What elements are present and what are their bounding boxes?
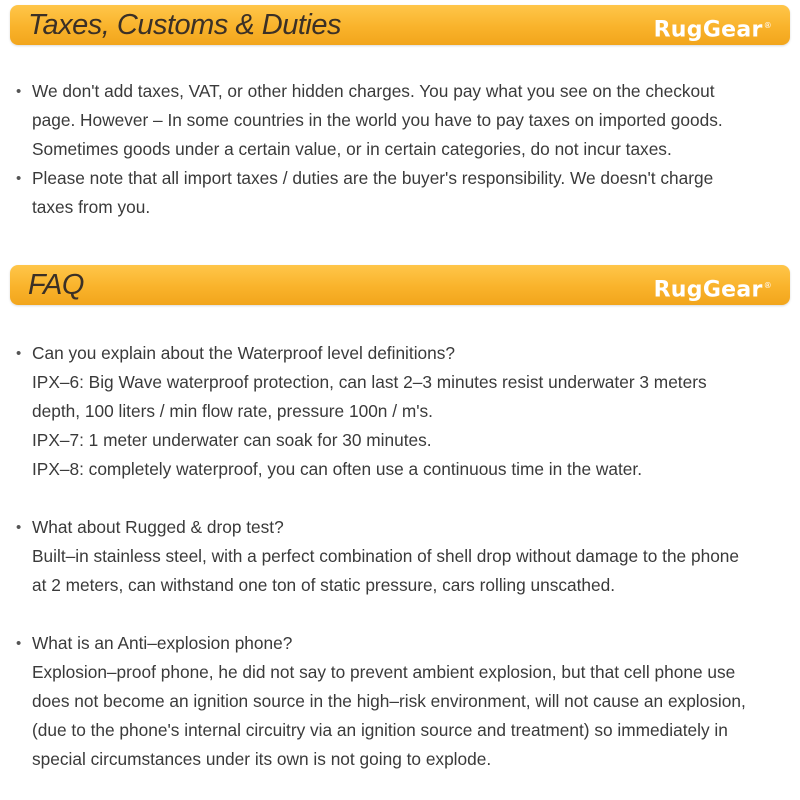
section-title: FAQ	[28, 269, 84, 301]
registered-mark: ®	[763, 21, 772, 30]
faq-answer-line: Built–in stainless steel, with a perfect combination of shell drop without damage to the phone	[32, 546, 740, 566]
faq-answer-line: does not become an ignition source in the high–risk environment, will not cause an explosion,	[32, 691, 746, 711]
faq-answer-line: special circumstances under its own is not going to explode.	[32, 749, 492, 769]
faq-item-anti-explosion	[16, 629, 786, 774]
faq-answer-line: depth, 100 liters / min flow rate, pressure 100n / m's.	[32, 401, 433, 421]
faq-answer-line: IPX–6: Big Wave waterproof protection, can last 2–3 minutes resist underwater 3 meters	[32, 372, 707, 392]
faq-answer-line: IPX–8: completely waterproof, you can often use a continuous time in the water.	[32, 459, 642, 479]
faq-question: What is an Anti–explosion phone?	[32, 633, 293, 653]
registered-mark: ®	[763, 281, 772, 290]
faq-question: What about Rugged & drop test?	[32, 517, 284, 537]
faq-answer-line: Explosion–proof phone, he did not say to prevent ambient explosion, but that cell phone use	[32, 662, 736, 682]
list-item	[16, 164, 786, 222]
bullet-icon: •	[16, 519, 22, 536]
faq-answer-line: IPX–7: 1 meter underwater can soak for 30 minutes.	[32, 430, 432, 450]
bullet-icon: •	[16, 635, 22, 652]
ruggear-logo	[654, 14, 772, 42]
bullet-icon: •	[16, 170, 22, 187]
faq-answer-line: at 2 meters, can withstand one ton of static pressure, cars rolling unscathed.	[32, 575, 616, 595]
text-line: Sometimes goods under a certain value, or in certain categories, do not incur taxes.	[32, 139, 672, 159]
bullet-icon: •	[16, 345, 22, 362]
list-item	[16, 77, 786, 164]
faq-content	[16, 339, 786, 774]
faq-question: Can you explain about the Waterproof level definitions?	[32, 343, 456, 363]
logo-text: RugGear	[653, 17, 763, 43]
faq-item-waterproof	[16, 339, 786, 484]
section-title: Taxes, Customs & Duties	[28, 9, 341, 41]
text-line: page. However – In some countries in the world you have to pay taxes on imported goods.	[32, 110, 723, 130]
faq-answer-line: (due to the phone's internal circuitry via an ignition source and treatment) so immediately in	[32, 720, 728, 740]
faq-banner	[10, 265, 790, 305]
text-line: taxes from you.	[32, 197, 151, 217]
bullet-icon: •	[16, 83, 22, 100]
text-line: Please note that all import taxes / duties are the buyer's responsibility. We doesn't charge	[32, 168, 714, 188]
faq-item-drop-test	[16, 513, 786, 600]
taxes-content	[16, 77, 786, 222]
logo-text: RugGear	[653, 277, 763, 303]
taxes-banner	[10, 5, 790, 45]
text-line: We don't add taxes, VAT, or other hidden charges. You pay what you see on the checkout	[32, 81, 715, 101]
ruggear-logo	[654, 274, 772, 302]
